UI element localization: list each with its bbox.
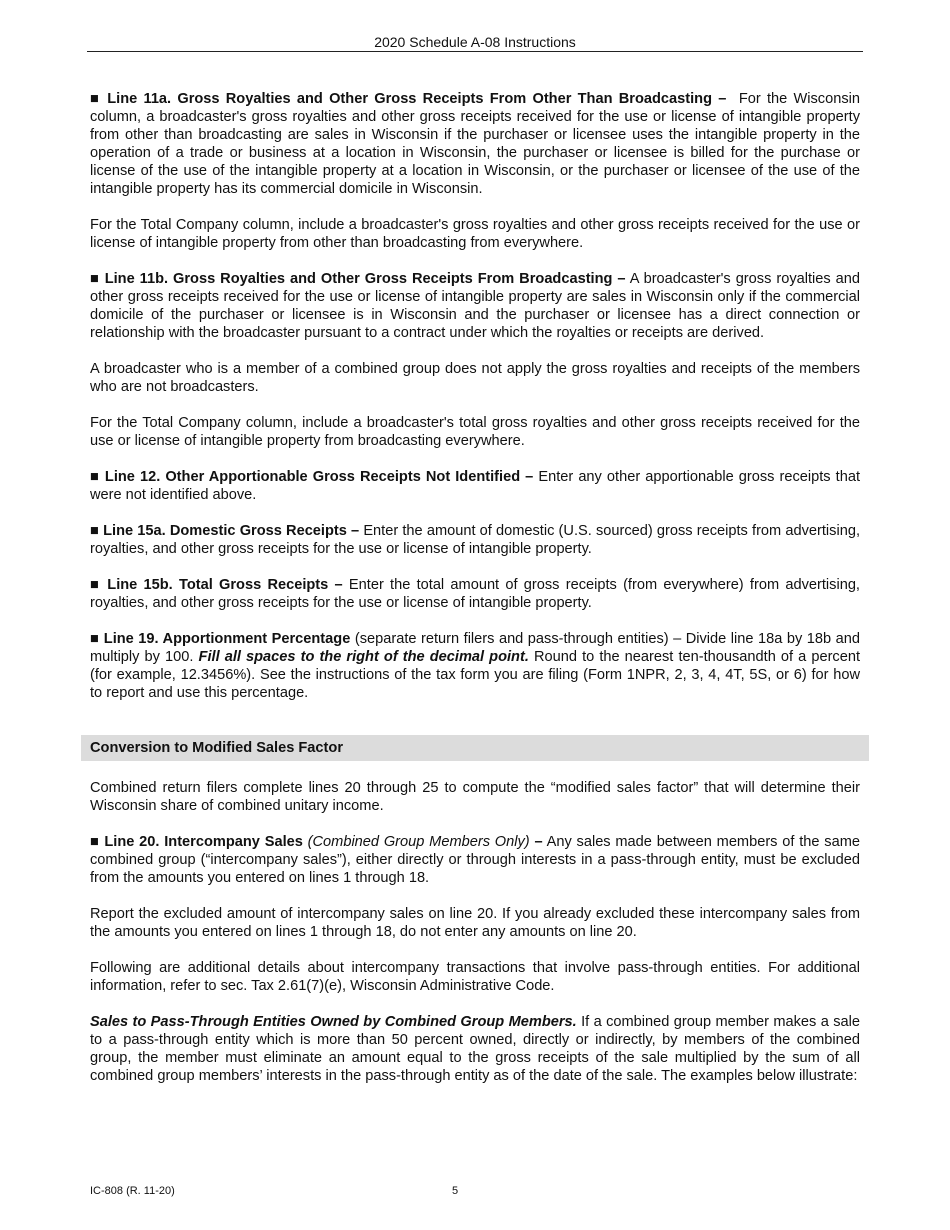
line-20-body: Any sales made between members of the same combined group (“intercompany sales”), either directly or through interests in a pass-through entity, must be excluded from the amounts you entered on lines 1 through 18. — [90, 834, 860, 886]
line-11b-body: A broadcaster's gross royalties and other gross receipts received for the use or license of intangible property are sales in Wisconsin only if the commercial domicile of the purchaser or licensee is in Wisconsin and the purchaser or licensee has a direct connection or relationship with the broadcaster pursuant to a contract under which the royalties or receipts are derived. — [90, 271, 860, 341]
header-rule — [87, 51, 863, 52]
paragraph-line-11b — [90, 270, 860, 342]
line-19-body-1: (separate return filers and pass-through entities) – Divide line 18a by 18b and multiply by 100. — [90, 631, 860, 665]
paragraph-line-19 — [90, 630, 860, 702]
section-heading-modified-sales-factor: Conversion to Modified Sales Factor — [81, 735, 869, 761]
line-19-heading: Line 19. Apportionment Percentage — [103, 631, 351, 647]
line-11a-heading: Line 11a. Gross Royalties and Other Gross Receipts From Other Than Broadcasting – — [107, 91, 727, 107]
paragraph-line-12 — [90, 468, 860, 504]
paragraph-line-11a — [90, 90, 860, 198]
paragraph-line-20 — [90, 833, 860, 887]
paragraph-sales-to-pass-through — [90, 1013, 860, 1085]
bullet-square-icon: ■ — [90, 577, 102, 593]
paragraph-line-11b-total: For the Total Company column, include a broadcaster's total gross royalties and other gross receipts received for the use or license of intangible property from broadcasting everywhere. — [90, 415, 860, 449]
line-15a-body: Enter the amount of domestic (U.S. sourced) gross receipts from advertising, royalties, and other gross receipts for the use or license of intangible property. — [90, 523, 860, 557]
line-12-body: Enter any other apportionable gross receipts that were not identified above. — [90, 469, 861, 503]
line-20-dash: – — [534, 834, 543, 850]
line-15a-heading: Line 15a. Domestic Gross Receipts – — [103, 523, 360, 539]
line-11a-body: For the Wisconsin column, a broadcaster's gross royalties and other gross receipts received for the use or license of intangible property from other than broadcasting are sales in Wisconsin if the purchaser or licensee uses the intangible property in the operation of a trade or business at a location in Wisconsin, the purchaser or licensee is billed for the purchase or license of the use of the intangible property at a location in Wisconsin, or the purchaser or licensee of the use of the intangible property has its commercial domicile in Wisconsin. — [90, 91, 860, 197]
line-15b-body: Enter the total amount of gross receipts (from everywhere) from advertising, royalties, and other gross receipts for the use or license of intangible property. — [90, 577, 860, 611]
paragraph-line-20-following: Following are additional details about intercompany transactions that involve pass-through entities. For additional information, refer to sec. Tax 2.61(7)(e), Wisconsin Administrative Code. — [90, 960, 860, 994]
bullet-square-icon: ■ — [90, 834, 100, 850]
footer-page-number: 5 — [451, 1185, 459, 1197]
bullet-square-icon: ■ — [90, 631, 100, 647]
paragraph-combined-filers: Combined return filers complete lines 20 through 25 to compute the “modified sales factor” that will determine their Wisconsin share of combined unitary income. — [90, 780, 860, 814]
line-12-heading: Line 12. Other Apportionable Gross Receipts Not Identified – — [104, 469, 534, 485]
bullet-square-icon: ■ — [90, 271, 100, 287]
line-20-qualifier: (Combined Group Members Only) — [307, 834, 530, 850]
paragraph-line-20-report: Report the excluded amount of intercompany sales on line 20. If you already excluded these intercompany sales from the amounts you entered on lines 1 through 18, do not enter any amounts on line 20. — [90, 906, 860, 940]
line-15b-heading: Line 15b. Total Gross Receipts – — [107, 577, 343, 593]
footer-form-id: IC-808 (R. 11-20) — [90, 1185, 175, 1197]
paragraph-line-15b — [90, 576, 860, 612]
paragraph-line-11a-total: For the Total Company column, include a broadcaster's gross royalties and other gross receipts received for the use or license of intangible property from other than broadcasting from everywhere. — [90, 217, 860, 251]
line-11b-heading: Line 11b. Gross Royalties and Other Gross Receipts From Broadcasting – — [104, 271, 626, 287]
line-19-emphasis: Fill all spaces to the right of the decimal point. — [198, 649, 529, 665]
sales-pass-through-body: If a combined group member makes a sale to a pass-through entity which is more than 50 percent owned, directly or indirectly, by members of the combined group, the member must eliminate an amount equal to the gross receipts of the sale multiplied by the sum of all combined group members’ interests in the pass-through entity as of the date of the sale. The examples below illustrate: — [90, 1014, 860, 1084]
bullet-square-icon: ■ — [90, 469, 100, 485]
line-20-heading: Line 20. Intercompany Sales — [104, 834, 303, 850]
running-header: 2020 Schedule A-08 Instructions — [374, 34, 576, 50]
line-19-body-2: Round to the nearest ten-thousandth of a percent (for example, 12.3456%). See the instructions of the tax form you are filing (Form 1NPR, 2, 3, 4, 4T, 5S, or 6) for how to report and use this percentage. — [90, 649, 861, 701]
sales-pass-through-heading: Sales to Pass-Through Entities Owned by Combined Group Members. — [90, 1014, 577, 1030]
paragraph-line-11b-member: A broadcaster who is a member of a combined group does not apply the gross royalties and receipts of the members who are not broadcasters. — [90, 361, 860, 395]
document-body — [90, 90, 860, 1103]
paragraph-line-15a — [90, 522, 860, 558]
bullet-square-icon: ■ — [90, 91, 102, 107]
bullet-square-icon: ■ — [90, 523, 99, 539]
